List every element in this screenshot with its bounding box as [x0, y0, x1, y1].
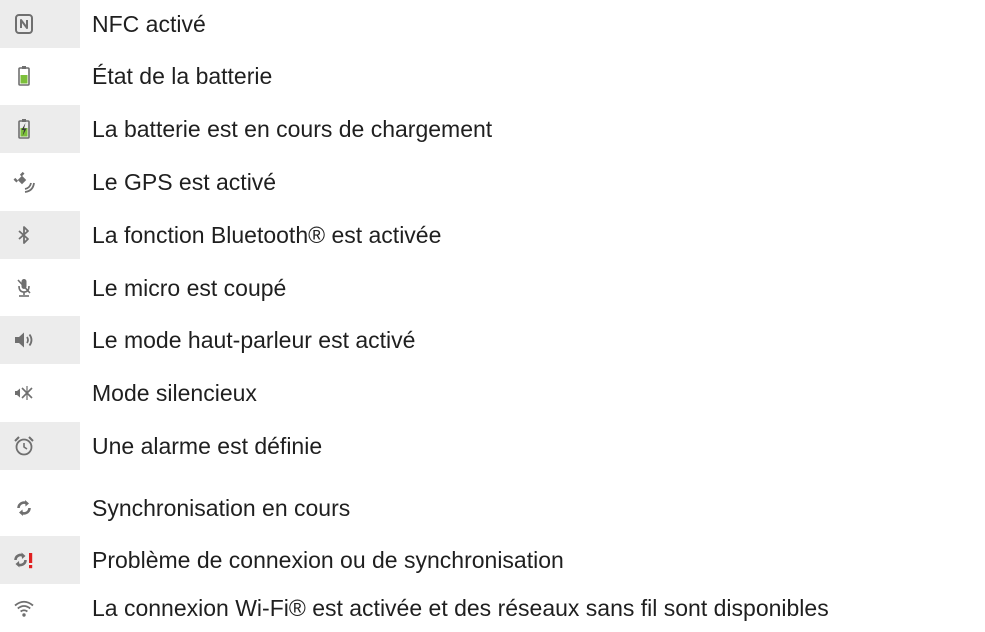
icon-cell [0, 105, 80, 153]
legend-label: La connexion Wi-Fi® est activée et des réseaux sans fil sont disponibles [92, 595, 829, 621]
legend-row-battery-charging [0, 105, 985, 153]
icon-cell [0, 316, 80, 364]
nfc-icon [12, 12, 36, 36]
legend-row-battery [0, 52, 985, 100]
legend-row-silent-mode [0, 369, 985, 417]
legend-row-speaker [0, 316, 985, 364]
icon-cell [0, 369, 80, 417]
bluetooth-icon [12, 223, 36, 247]
battery-icon [12, 64, 36, 88]
legend-label: Synchronisation en cours [92, 495, 351, 521]
legend-label: Une alarme est définie [92, 433, 323, 459]
legend-row-bluetooth [0, 211, 985, 259]
legend-label: Le micro est coupé [92, 275, 287, 301]
sync-error-icon [12, 548, 36, 572]
battery-charging-icon [12, 117, 36, 141]
icon-cell [0, 211, 80, 259]
legend-label: État de la batterie [92, 63, 273, 89]
icon-cell [0, 484, 80, 532]
microphone-muted-icon [12, 276, 36, 300]
legend-row-gps [0, 158, 985, 206]
legend-label: Mode silencieux [92, 380, 257, 406]
legend-row-sync-error [0, 536, 985, 584]
legend-label: NFC activé [92, 11, 206, 37]
legend-label: La batterie est en cours de chargement [92, 116, 493, 142]
legend-label: Le mode haut-parleur est activé [92, 327, 416, 353]
icon-cell [0, 158, 80, 206]
icon-cell [0, 52, 80, 100]
icon-cell [0, 264, 80, 312]
legend-row-wifi [0, 584, 985, 632]
speaker-icon [12, 328, 36, 352]
silent-mode-icon [12, 381, 36, 405]
wifi-icon [12, 596, 36, 620]
icon-cell [0, 584, 80, 632]
legend-row-sync [0, 484, 985, 532]
legend-label: La fonction Bluetooth® est activée [92, 222, 442, 248]
icon-cell [0, 0, 80, 48]
legend-row-nfc [0, 0, 985, 48]
legend-row-mic-muted [0, 264, 985, 312]
legend-row-alarm [0, 422, 985, 470]
icon-cell [0, 422, 80, 470]
alarm-clock-icon [12, 434, 36, 458]
legend-label: Le GPS est activé [92, 169, 277, 195]
legend-label: Problème de connexion ou de synchronisation [92, 547, 564, 573]
gps-icon [12, 170, 36, 194]
icon-cell [0, 536, 80, 584]
sync-icon [12, 496, 36, 520]
